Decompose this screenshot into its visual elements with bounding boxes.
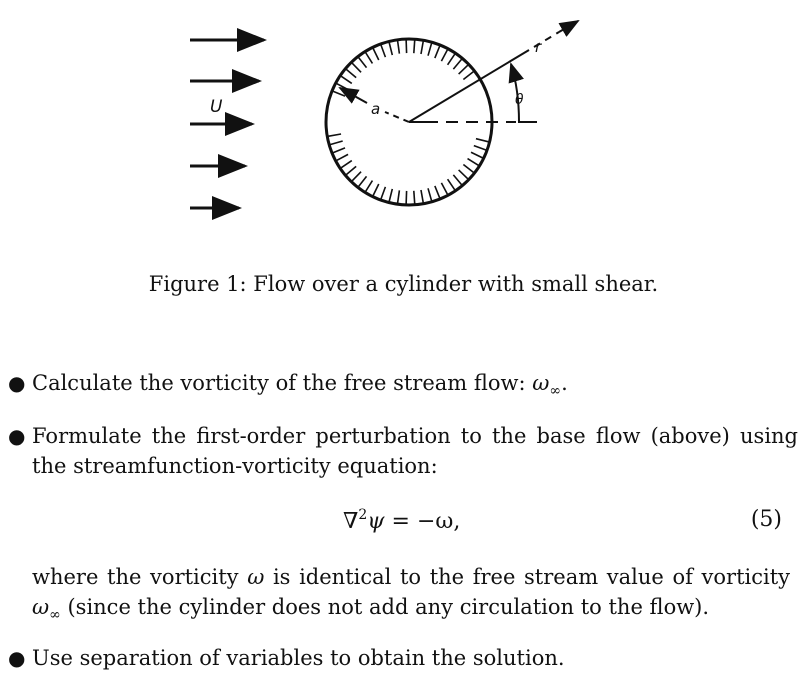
hatch-tick	[463, 164, 474, 173]
hatch-tick	[329, 141, 342, 145]
radius-line	[409, 50, 529, 122]
hatch-tick	[476, 139, 490, 142]
hatch-tick	[340, 161, 352, 169]
hatch-tick	[345, 69, 356, 78]
hatch-tick	[468, 159, 480, 166]
hatch-tick	[332, 148, 345, 153]
hatch-tick	[345, 166, 356, 175]
equation-explanation: where the vorticity ω is identical to the free stream value of vorticity $\omega_\infty$ (since the cylinder does not add any circulation to the flow).	[32, 565, 791, 623]
hatch-tick	[381, 187, 386, 200]
radial-coordinate-label: r	[535, 38, 542, 56]
bullet-text: Formulate the first-order perturbation to the base flow (above) using the streamfunction-vorticity equation:	[32, 424, 798, 478]
hatch-tick	[365, 181, 372, 193]
angle-label: θ	[515, 92, 524, 108]
hatch-tick	[351, 62, 361, 72]
hatch-tick	[327, 134, 341, 136]
hatch-tick	[441, 183, 448, 195]
hatch-tick	[358, 176, 367, 187]
hatch-tick	[453, 175, 462, 186]
hatch-tick	[421, 190, 423, 204]
hatch-tick	[463, 71, 474, 80]
hatch-tick	[351, 172, 361, 182]
bullet-dot: ●	[8, 646, 26, 670]
hatch-tick	[421, 40, 423, 54]
hatch-tick	[373, 184, 379, 197]
hatch-tick	[459, 64, 469, 74]
hatch-tick	[453, 58, 462, 69]
hatch-tick	[397, 190, 399, 204]
bullet-text: Use separation of variables to obtain the solution.	[32, 646, 565, 670]
hatch-tick	[389, 189, 392, 203]
equation-number: (5)	[750, 507, 782, 532]
equation-5	[0, 505, 790, 539]
hatch-tick	[332, 91, 345, 96]
hatch-tick	[459, 170, 469, 180]
radial-arrow	[559, 21, 578, 32]
equation-body: ∇$^2$ψ = −ω,	[343, 507, 461, 534]
hatch-tick	[414, 191, 415, 205]
hatch-tick	[340, 76, 352, 84]
bullet-text: Calculate the vorticity of the free stream flow: $\omega_\infty$.	[32, 371, 568, 399]
cylinder-radius-label: a	[371, 100, 381, 118]
bullet-item-vorticity	[8, 368, 798, 406]
bullet-item-separation	[8, 643, 798, 673]
hatch-tick	[381, 44, 386, 57]
hatch-tick	[435, 186, 440, 199]
figure-caption: Figure 1: Flow over a cylinder with small shear.	[148, 272, 659, 296]
flow-speed-label: U	[210, 97, 223, 117]
hatch-tick	[474, 146, 487, 151]
cylinder-flow-figure	[160, 8, 580, 230]
hatch-tick	[435, 45, 440, 58]
hatch-tick	[428, 188, 432, 201]
hatch-tick	[397, 40, 399, 54]
bullet-dot: ●	[8, 424, 26, 448]
hatch-tick	[414, 39, 415, 53]
hatch-tick	[365, 52, 372, 64]
hatch-tick	[336, 154, 348, 161]
hatch-tick	[471, 152, 484, 158]
hatch-tick	[441, 49, 448, 61]
hatch-tick	[389, 41, 392, 55]
hatch-tick	[373, 47, 379, 60]
hatch-tick	[448, 53, 456, 65]
hatch-tick	[428, 42, 432, 55]
bullet-dot: ●	[8, 371, 26, 395]
bullet-item-formulate	[8, 421, 798, 481]
free-stream-arrows	[190, 40, 264, 208]
cylinder-radius-dashed	[385, 112, 409, 122]
hatch-tick	[448, 179, 456, 191]
hatch-tick	[358, 57, 367, 68]
